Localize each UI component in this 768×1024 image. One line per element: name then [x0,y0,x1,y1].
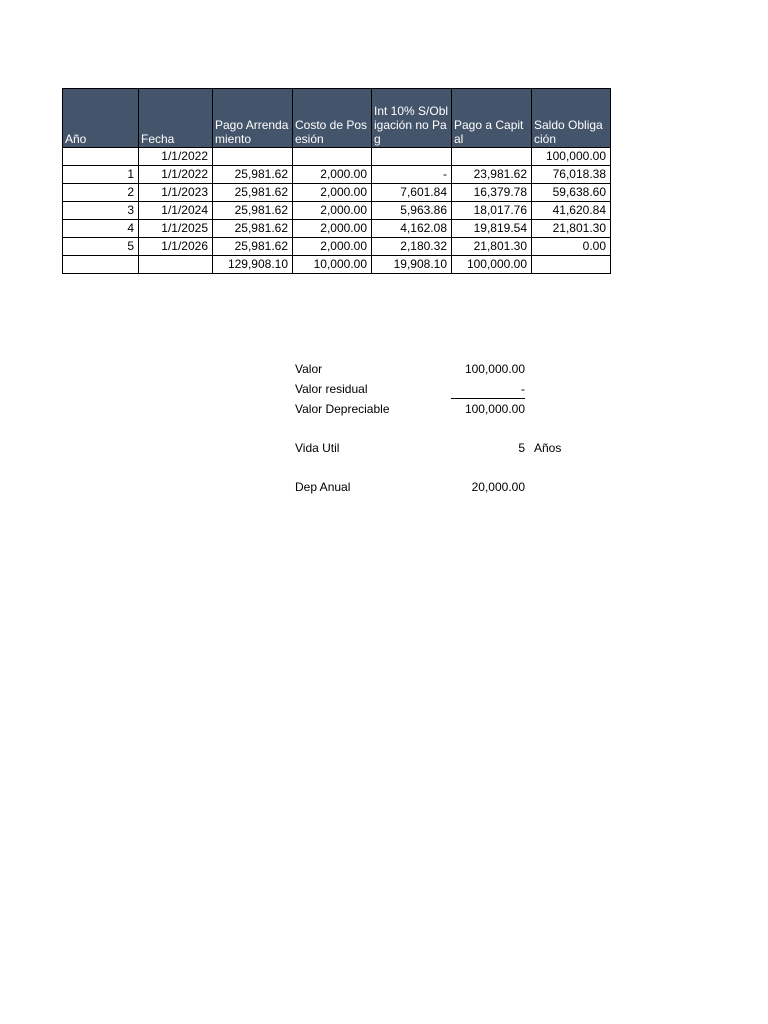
table-row [63,202,611,220]
cell-pago-arrendamiento: 25,981.62 [213,166,293,184]
cell-ano [63,256,139,274]
valor-depreciable-value: 100,000.00 [464,402,525,416]
table-row [63,184,611,202]
valor-depreciable-label: Valor Depreciable [295,402,390,416]
cell-interes: 2,180.32 [372,238,452,256]
total-pago-capital: 100,000.00 [452,256,532,274]
cell-ano [63,148,139,166]
cell-ano: 2 [63,184,139,202]
cell-pago-arrendamiento: 25,981.62 [213,238,293,256]
cell-pago-arrendamiento [213,148,293,166]
cell-saldo-obligacion: 59,638.60 [532,184,611,202]
valor-value: 100,000.00 [464,362,525,376]
cell-pago-arrendamiento: 25,981.62 [213,184,293,202]
cell-fecha: 1/1/2023 [139,184,213,202]
valor-label: Valor [295,362,323,376]
cell-ano: 1 [63,166,139,184]
dep-anual-label: Dep Anual [295,480,351,494]
cell-costo-posesion [293,148,372,166]
cell-saldo-obligacion [532,256,611,274]
totals-row [63,256,611,274]
table-row [63,238,611,256]
cell-fecha [139,256,213,274]
valor-residual-value: - [451,381,525,399]
cell-costo-posesion: 2,000.00 [293,184,372,202]
table-row [63,220,611,238]
header-row [63,89,611,148]
cell-pago-capital: 16,379.78 [452,184,532,202]
cell-costo-posesion: 2,000.00 [293,220,372,238]
cell-pago-capital [452,148,532,166]
cell-costo-posesion: 2,000.00 [293,202,372,220]
total-costo-posesion: 10,000.00 [293,256,372,274]
vida-util-value: 5 [518,441,525,455]
cell-pago-capital: 21,801.30 [452,238,532,256]
header-ano: Año [63,89,139,148]
cell-interes: 5,963.86 [372,202,452,220]
total-pago-arrendamiento: 129,908.10 [213,256,293,274]
cell-interes: - [372,166,452,184]
cell-fecha: 1/1/2022 [139,148,213,166]
vida-util-label: Vida Util [295,441,340,455]
cell-interes [372,148,452,166]
cell-saldo-obligacion: 76,018.38 [532,166,611,184]
cell-pago-capital: 23,981.62 [452,166,532,184]
table-row [63,148,611,166]
cell-fecha: 1/1/2024 [139,202,213,220]
cell-ano: 3 [63,202,139,220]
cell-pago-capital: 19,819.54 [452,220,532,238]
cell-interes: 4,162.08 [372,220,452,238]
header-saldo-obligacion: Saldo Obligación [532,89,611,148]
header-fecha: Fecha [139,89,213,148]
cell-ano: 5 [63,238,139,256]
header-costo-posesion: Costo de Posesión [293,89,372,148]
cell-pago-arrendamiento: 25,981.62 [213,202,293,220]
amortization-table [62,88,611,274]
table-row [63,166,611,184]
cell-interes: 7,601.84 [372,184,452,202]
cell-ano: 4 [63,220,139,238]
header-pago-arrendamiento: Pago Arrendamiento [213,89,293,148]
cell-fecha: 1/1/2026 [139,238,213,256]
total-interes: 19,908.10 [372,256,452,274]
cell-saldo-obligacion: 100,000.00 [532,148,611,166]
cell-fecha: 1/1/2022 [139,166,213,184]
header-pago-capital: Pago a Capital [452,89,532,148]
cell-saldo-obligacion: 41,620.84 [532,202,611,220]
cell-saldo-obligacion: 21,801.30 [532,220,611,238]
cell-fecha: 1/1/2025 [139,220,213,238]
header-interes: Int 10% S/Obligación no Pag [372,89,452,148]
cell-saldo-obligacion: 0.00 [532,238,611,256]
cell-costo-posesion: 2,000.00 [293,238,372,256]
cell-costo-posesion: 2,000.00 [293,166,372,184]
cell-pago-capital: 18,017.76 [452,202,532,220]
dep-anual-value: 20,000.00 [471,480,525,494]
cell-pago-arrendamiento: 25,981.62 [213,220,293,238]
vida-util-unit: Años [534,441,562,455]
valor-residual-label: Valor residual [295,382,368,396]
